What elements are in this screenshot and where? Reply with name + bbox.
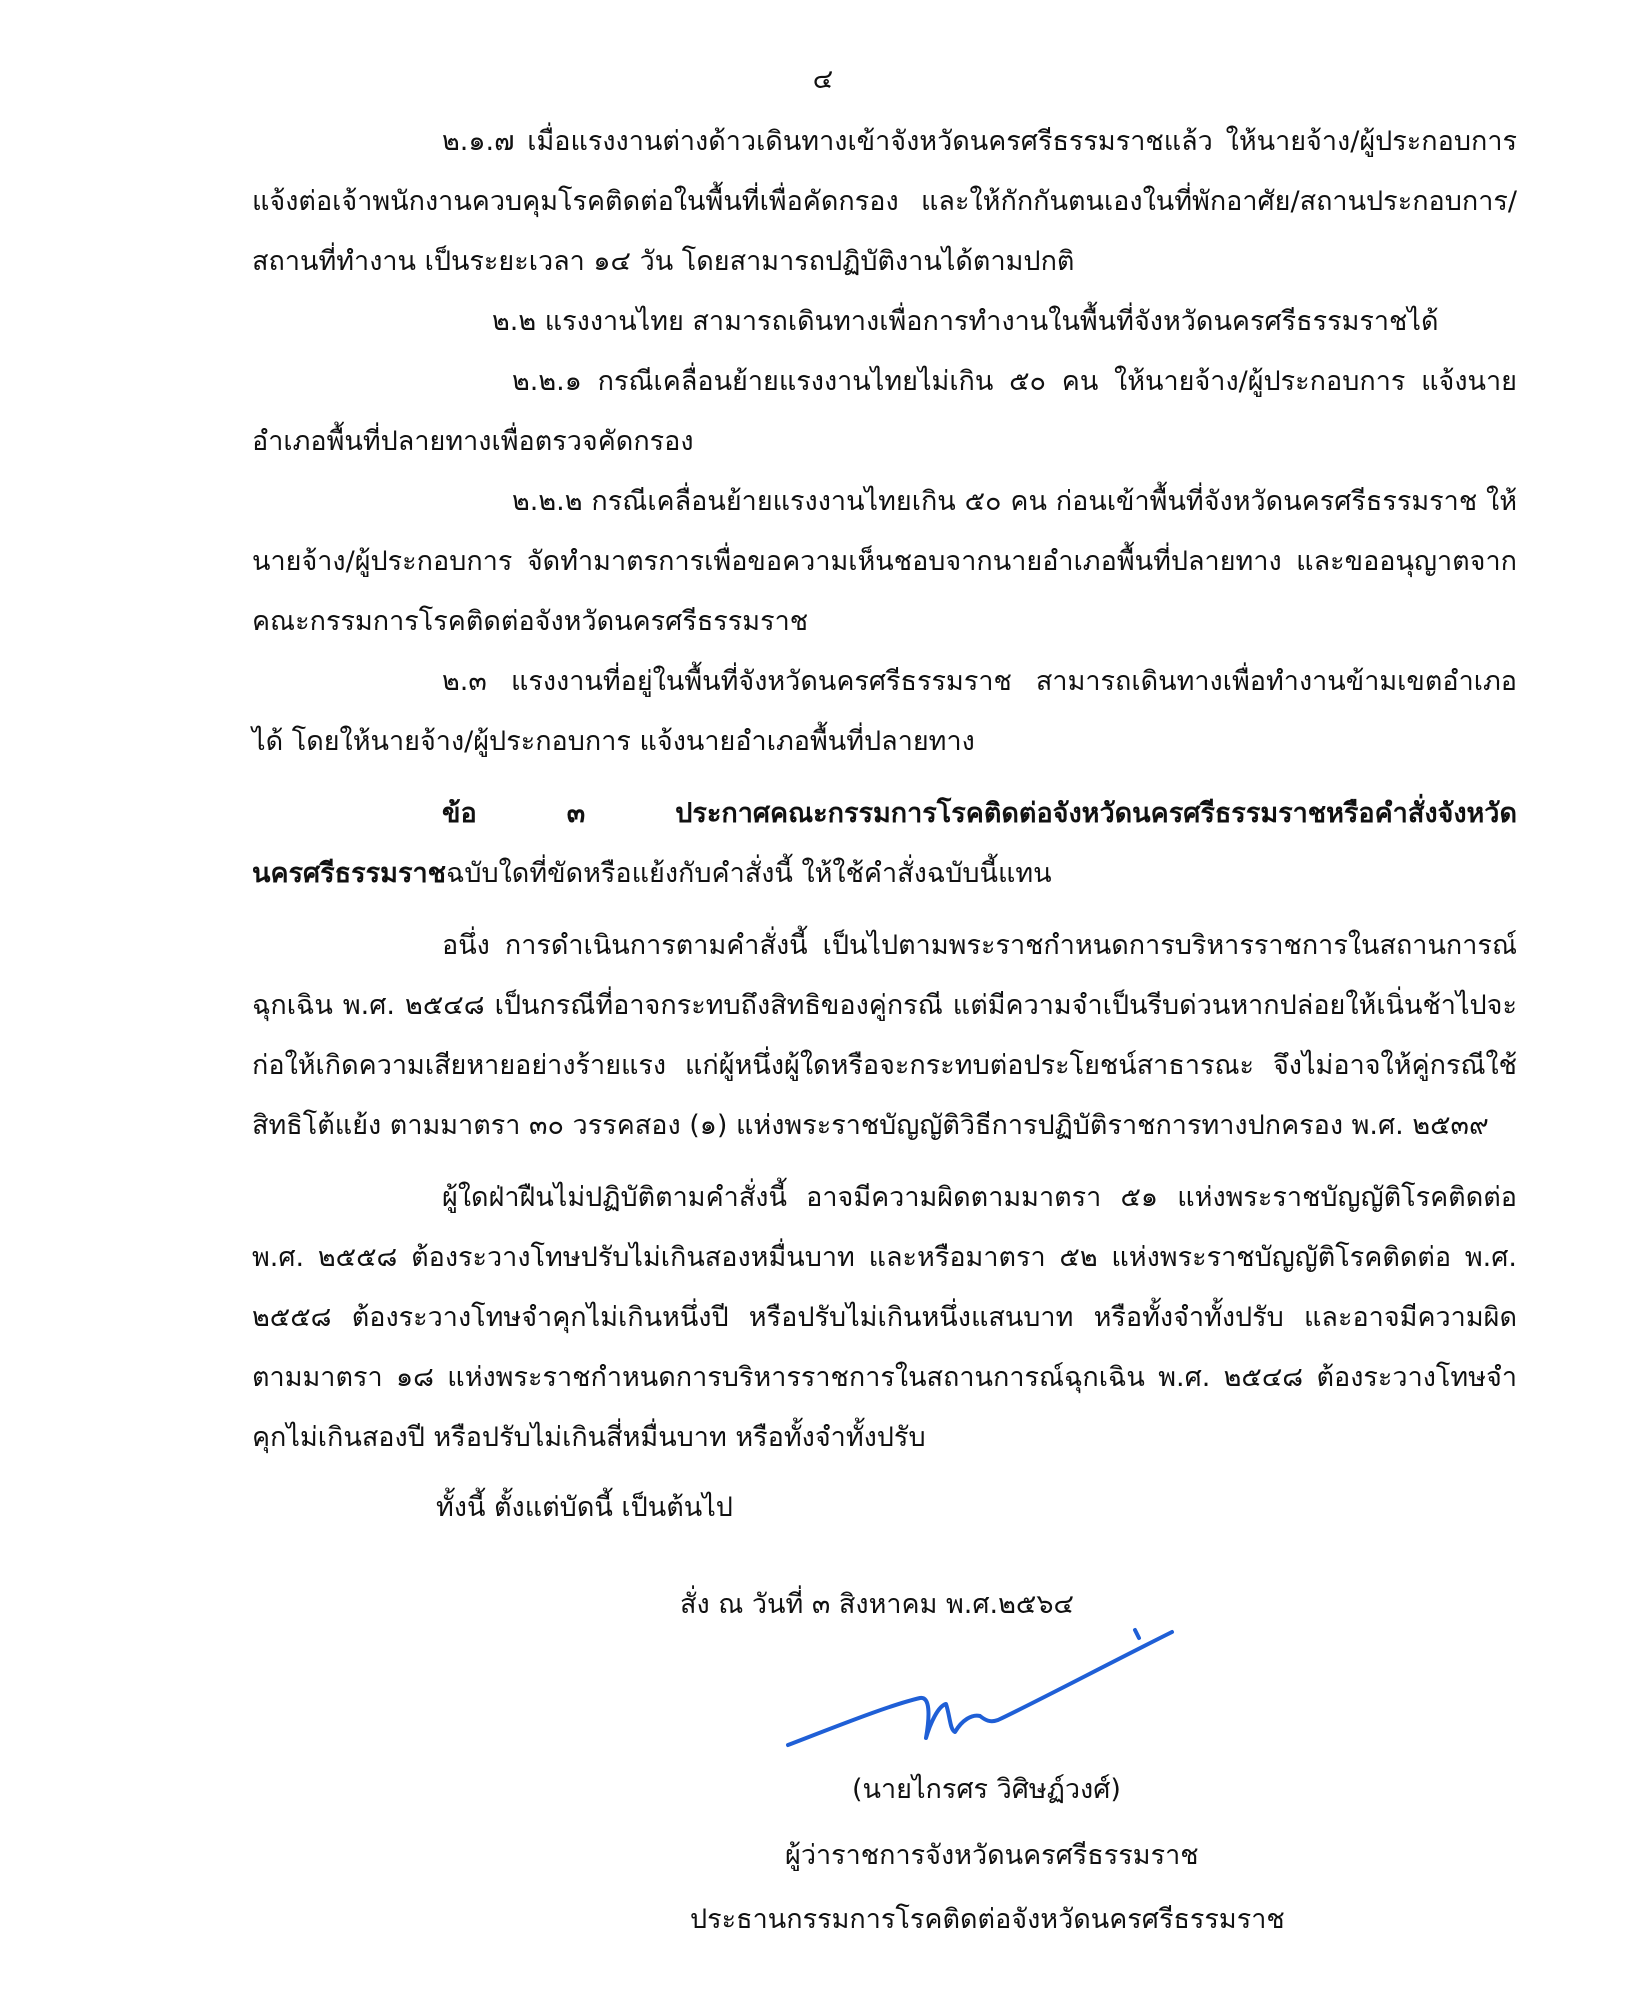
- closing-line: ทั้งนี้ ตั้งแต่บัดนี้ เป็นต้นไป: [436, 1492, 733, 1523]
- paragraph-2-2-2: ๒.๒.๒ กรณีเคลื่อนย้ายแรงงานไทยเกิน ๕๐ คน ก่อนเข้าพื้นที่จังหวัดนครศรีธรรมราช ให้นายจ้าง/ผู้ประกอบการ จัดทำมาตรการเพื่อขอความเห็นชอบจากนายอำเภอพื้นที่ปลายทาง และขออนุญาตจากคณะกรรมการโรคติดต่อจังหวัดนครศรีธรรมราช: [252, 486, 1517, 637]
- signer-name: (นายไกรศร วิศิษฏ์วงศ์): [852, 1774, 1121, 1805]
- paragraph-2-1-7: ๒.๑.๗ เมื่อแรงงานต่างด้าวเดินทางเข้าจังหวัดนครศรีธรรมราชแล้ว ให้นายจ้าง/ผู้ประกอบการ แจ้งต่อเจ้าพนักงานควบคุมโรคติดต่อในพื้นที่เพื่อคัดกรอง และให้กักกันตนเองในที่พักอาศัย/สถานประกอบการ/สถานที่ทำงาน เป็นระยะเวลา ๑๔ วัน โดยสามารถปฏิบัติงานได้ตามปกติ: [252, 126, 1517, 277]
- clause-3: [252, 784, 1517, 904]
- paragraph-2-2-1: ๒.๒.๑ กรณีเคลื่อนย้ายแรงงานไทยไม่เกิน ๕๐ คน ให้นายจ้าง/ผู้ประกอบการ แจ้งนายอำเภอพื้นที่ปลายทางเพื่อตรวจคัดกรอง: [252, 366, 1517, 457]
- handwritten-signature: [780, 1620, 1200, 1770]
- signature-drawing: [780, 1620, 1200, 1770]
- paragraph-2-3: ๒.๓ แรงงานที่อยู่ในพื้นที่จังหวัดนครศรีธรรมราช สามารถเดินทางเพื่อทำงานข้ามเขตอำเภอได้ โดยให้นายจ้าง/ผู้ประกอบการ แจ้งนายอำเภอพื้นที่ปลายทาง: [252, 666, 1517, 757]
- document-body: [252, 112, 1517, 1538]
- signer-role: ประธานกรรมการโรคติดต่อจังหวัดนครศรีธรรมราช: [690, 1904, 1285, 1935]
- order-date: สั่ง ณ วันที่ ๓ สิงหาคม พ.ศ.๒๕๖๔: [680, 1589, 1074, 1620]
- page-number: ๔: [812, 64, 834, 95]
- paragraph-2-2: ๒.๒ แรงงานไทย สามารถเดินทางเพื่อการทำงานในพื้นที่จังหวัดนครศรีธรรมราชได้: [492, 306, 1439, 337]
- penalty-paragraph: ผู้ใดฝ่าฝืนไม่ปฏิบัติตามคำสั่งนี้ อาจมีความผิดตามมาตรา ๕๑ แห่งพระราชบัญญัติโรคติดต่อ พ.ศ. ๒๕๕๘ ต้องระวางโทษปรับไม่เกินสองหมื่นบาท และหรือมาตรา ๕๒ แห่งพระราชบัญญัติโรคติดต่อ พ.ศ. ๒๕๕๘ ต้องระวางโทษจำคุกไม่เกินหนึ่งปี หรือปรับไม่เกินหนึ่งแสนบาท หรือทั้งจำทั้งปรับ และอาจมีความผิดตามมาตรา ๑๘ แห่งพระราชกำหนดการบริหารราชการในสถานการณ์ฉุกเฉิน พ.ศ. ๒๕๔๘ ต้องระวางโทษจำคุกไม่เกินสองปี หรือปรับไม่เกินสี่หมื่นบาท หรือทั้งจำทั้งปรับ: [252, 1182, 1517, 1453]
- note-paragraph: อนึ่ง การดำเนินการตามคำสั่งนี้ เป็นไปตามพระราชกำหนดการบริหารราชการในสถานการณ์ฉุกเฉิน พ.ศ. ๒๕๔๘ เป็นกรณีที่อาจกระทบถึงสิทธิของคู่กรณี แต่มีความจำเป็นรีบด่วนหากปล่อยให้เนิ่นช้าไปจะก่อให้เกิดความเสียหายอย่างร้ายแรง แก่ผู้หนึ่งผู้ใดหรือจะกระทบต่อประโยชน์สาธารณะ จึงไม่อาจให้คู่กรณีใช้สิทธิโต้แย้ง ตามมาตรา ๓๐ วรรคสอง (๑) แห่งพระราชบัญญัติวิธีการปฏิบัติราชการทางปกครอง พ.ศ. ๒๕๓๙: [252, 930, 1517, 1141]
- clause-3-heading: ข้อ ๓ ประกาศคณะกรรมการโรคติดต่อจังหวัดนครศรีธรรมราชหรือคำสั่งจังหวัดนครศรีธรรมราช: [252, 798, 1517, 889]
- signer-title: ผู้ว่าราชการจังหวัดนครศรีธรรมราช: [785, 1840, 1199, 1871]
- clause-3-text: ฉบับใดที่ขัดหรือแย้งกับคำสั่งนี้ ให้ใช้คำสั่งฉบับนี้แทน: [445, 858, 1052, 889]
